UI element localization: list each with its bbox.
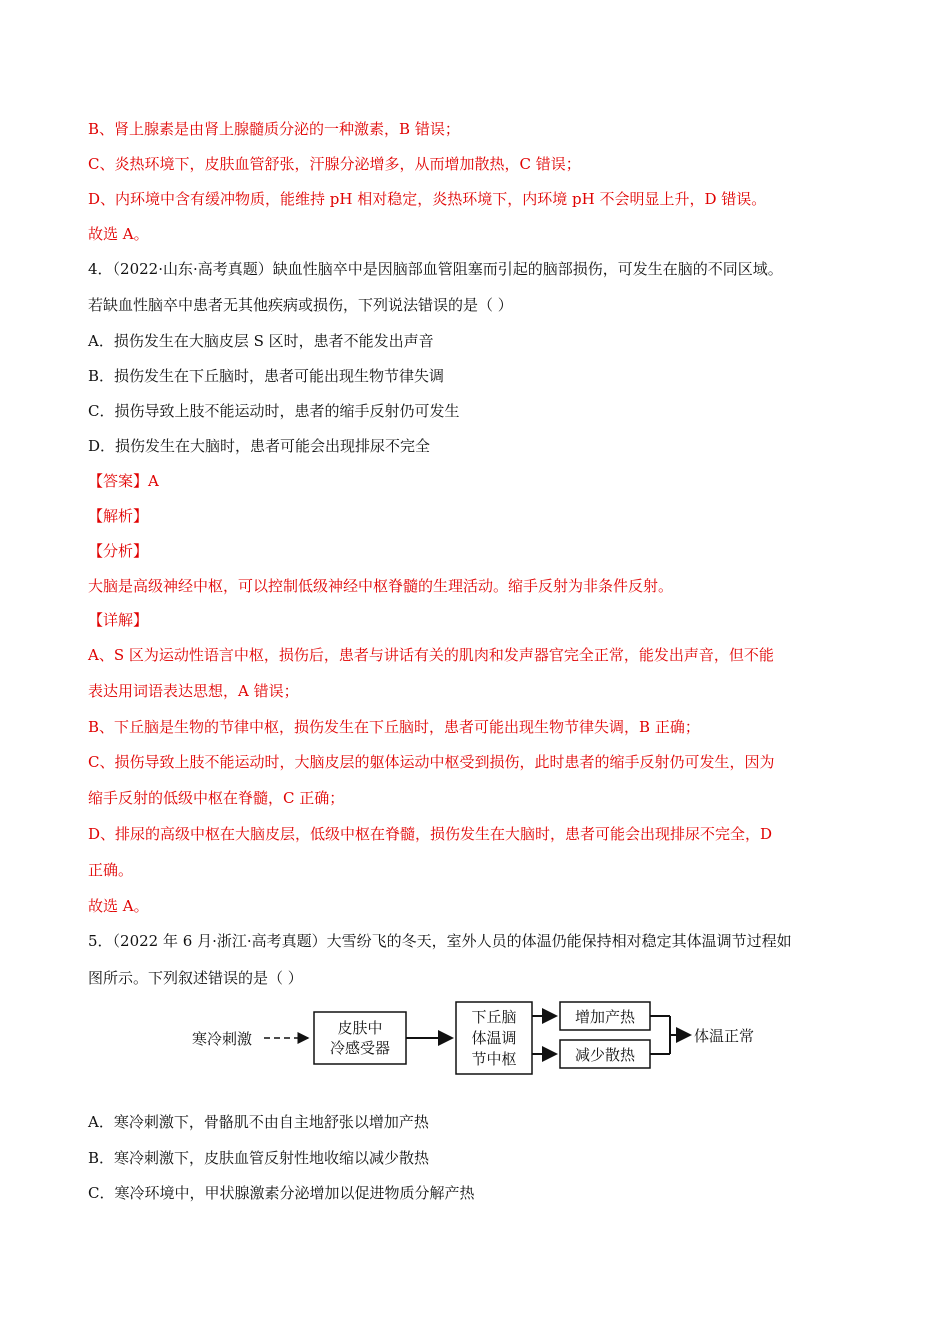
option-a: A．寒冷刺激下，骨骼肌不由自主地舒张以增加产热 [88, 1113, 429, 1131]
question-5-stem: 图所示。下列叙述错误的是（ ） [88, 969, 303, 987]
text-line: D、排尿的高级中枢在大脑皮层，低级中枢在脊髓，损伤发生在大脑时，患者可能会出现排尿不完全，D [88, 825, 773, 843]
center-label: 体温调 [471, 1029, 517, 1047]
text-line: B、肾上腺素是由肾上腺髓质分泌的一种激素，B 错误； [88, 120, 460, 138]
text-line: 表达用词语表达思想，A 错误； [88, 682, 299, 700]
text-line: C、炎热环境下，皮肤血管舒张，汗腺分泌增多，从而增加散热，C 错误； [88, 155, 581, 173]
text-line: 故选 A。 [88, 225, 149, 243]
question-4-stem: 4．（2022·山东·高考真题）缺血性脑卒中是因脑部血管阻塞而引起的脑部损伤，可发生在脑的不同区域。 [88, 260, 783, 278]
detail-heading: 【详解】 [88, 611, 149, 629]
option-a: A．损伤发生在大脑皮层 S 区时，患者不能发出声音 [88, 332, 434, 350]
result-label: 体温正常 [694, 1027, 755, 1045]
center-label: 节中枢 [471, 1050, 517, 1068]
receptor-label: 冷感受器 [329, 1039, 391, 1057]
text-line: D、内环境中含有缓冲物质，能维持 pH 相对稳定，炎热环境下，内环境 pH 不会明显上升，D 错误。 [88, 190, 767, 208]
text-line: A、S 区为运动性语言中枢，损伤后，患者与讲话有关的肌肉和发声器官完全正常，能发出声音，但不能 [88, 646, 774, 664]
option-d: D．损伤发生在大脑时，患者可能会出现排尿不完全 [88, 437, 431, 455]
text-line: B、下丘脑是生物的节律中枢，损伤发生在下丘脑时，患者可能出现生物节律失调，B 正确； [88, 718, 700, 736]
text-line: 故选 A。 [88, 897, 149, 915]
output-label: 增加产热 [574, 1008, 636, 1026]
receptor-label: 皮肤中 [337, 1019, 383, 1037]
option-c: C．寒冷环境中，甲状腺激素分泌增加以促进物质分解产热 [88, 1184, 475, 1202]
analysis-subheading: 【分析】 [88, 542, 149, 560]
thermoregulation-diagram [190, 1000, 770, 1078]
analysis-heading: 【解析】 [88, 507, 149, 525]
option-c: C．损伤导致上肢不能运动时，患者的缩手反射仍可发生 [88, 402, 460, 420]
option-b: B．寒冷刺激下，皮肤血管反射性地收缩以减少散热 [88, 1149, 430, 1167]
center-label: 下丘脑 [471, 1008, 517, 1026]
text-line: 正确。 [88, 861, 134, 879]
question-5-stem: 5．（2022 年 6 月·浙江·高考真题）大雪纷飞的冬天，室外人员的体温仍能保持相对稳定其体温调节过程如 [88, 932, 792, 950]
text-line: 大脑是高级神经中枢，可以控制低级神经中枢脊髓的生理活动。缩手反射为非条件反射。 [88, 577, 674, 595]
stimulus-label: 寒冷刺激 [192, 1030, 253, 1048]
output-label: 减少散热 [574, 1046, 636, 1064]
option-b: B．损伤发生在下丘脑时，患者可能出现生物节律失调 [88, 367, 445, 385]
answer-heading: 【答案】A [88, 472, 159, 490]
question-4-stem: 若缺血性脑卒中患者无其他疾病或损伤，下列说法错误的是（ ） [88, 296, 513, 314]
text-line: 缩手反射的低级中枢在脊髓，C 正确； [88, 789, 345, 807]
text-line: C、损伤导致上肢不能运动时，大脑皮层的躯体运动中枢受到损伤，此时患者的缩手反射仍可发生，因为 [88, 753, 775, 771]
